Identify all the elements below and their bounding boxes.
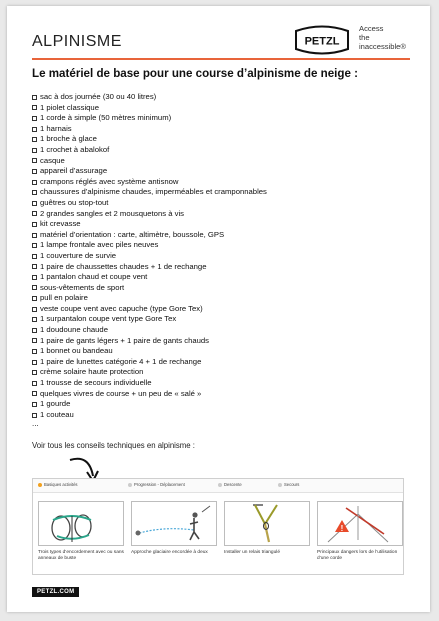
preview-tab-bar [33, 479, 403, 493]
checklist-item [32, 357, 267, 368]
checklist-item-label: kit crevasse [40, 219, 81, 229]
checkbox[interactable] [32, 413, 37, 418]
checklist-item-label: matériel d’orientation : carte, altimètre, boussole, GPS [40, 229, 225, 239]
checklist-item [32, 283, 267, 294]
checklist-item-label: 1 couteau [40, 409, 74, 419]
checklist-item [32, 198, 267, 209]
card-caption: Principaux dangers lors de l’utilisation d’une corde [317, 550, 398, 561]
tagline-line-1: Access [359, 24, 384, 33]
rope-danger-illustration [317, 501, 403, 546]
checklist-item-label: pull en polaire [40, 293, 88, 303]
tab-dot-icon [38, 483, 42, 487]
checklist-item-label: 1 broche à glace [40, 134, 97, 144]
card-caption: Approche glaciaire encordée à deux [131, 550, 208, 555]
checklist-item [32, 367, 267, 378]
checklist-item-label: 1 bonnet ou bandeau [40, 346, 113, 356]
checklist-item-label: 1 trousse de secours individuelle [40, 378, 152, 388]
checkbox[interactable] [32, 275, 37, 280]
petzl-logo[interactable] [294, 25, 350, 55]
card-encordement[interactable] [38, 501, 124, 562]
checkbox[interactable] [32, 211, 37, 216]
checkbox[interactable] [32, 148, 37, 153]
tab-basiques[interactable]: Basiques activités [38, 482, 78, 487]
checkbox[interactable] [32, 158, 37, 163]
checklist-item [32, 156, 267, 167]
glacier-rope-illustration [131, 501, 217, 546]
checklist-item [32, 124, 267, 135]
checklist-item [32, 209, 267, 220]
checkbox[interactable] [32, 402, 37, 407]
checklist-item [32, 378, 267, 389]
checklist-item [32, 134, 267, 145]
checklist-item [32, 219, 267, 230]
tagline-line-3: inaccessible® [359, 42, 406, 51]
checklist-item [32, 314, 267, 325]
checklist-item-label: appareil d’assurage [40, 166, 108, 176]
checkbox[interactable] [32, 137, 37, 142]
checklist-item-label: 1 couverture de survie [40, 250, 117, 260]
checkbox[interactable] [32, 233, 37, 238]
checkbox[interactable] [32, 127, 37, 132]
checkbox[interactable] [32, 169, 37, 174]
checklist-item [32, 187, 267, 198]
checklist-item [32, 293, 267, 304]
checkbox[interactable] [32, 328, 37, 333]
checkbox[interactable] [32, 243, 37, 248]
section-title: ALPINISME [32, 33, 122, 50]
checklist-item-label: 1 piolet classique [40, 102, 99, 112]
checkbox[interactable] [32, 222, 37, 227]
checklist-item [32, 240, 267, 251]
document-page [7, 6, 430, 612]
card-relais[interactable] [224, 501, 310, 556]
checkbox[interactable] [32, 180, 37, 185]
checkbox[interactable] [32, 296, 37, 301]
tab-dot-icon [218, 483, 222, 487]
checklist-item-label: crampons réglés avec système antisnow [40, 176, 179, 186]
checklist-item [32, 346, 267, 357]
logo-text: PETZL [304, 35, 340, 48]
page-title: Le matériel de base pour une course d’alpinisme de neige : [32, 67, 359, 80]
tagline-line-2: the [359, 33, 370, 42]
checkbox[interactable] [32, 349, 37, 354]
checklist-item-label: 1 crochet à abalokof [40, 144, 110, 154]
card-dangers-corde[interactable] [317, 501, 403, 562]
card-caption: Installer un relais triangulé [224, 550, 280, 555]
checklist-item-label: 1 lampe frontale avec piles neuves [40, 240, 159, 250]
checklist-item [32, 325, 267, 336]
equipment-checklist [32, 92, 267, 420]
checkbox[interactable] [32, 105, 37, 110]
checklist-item-label: 1 pantalon chaud et coupe vent [40, 272, 148, 282]
checklist-item [32, 103, 267, 114]
checkbox[interactable] [32, 264, 37, 269]
card-caption: Trois types d’encordement avec ou sans anneaux de buste [38, 550, 124, 561]
checklist-item-label: 1 doudoune chaude [40, 325, 108, 335]
checklist-item-label: 2 grandes sangles et 2 mousquetons à vis [40, 208, 185, 218]
checkbox[interactable] [32, 285, 37, 290]
checklist-item-label: casque [40, 155, 65, 165]
checklist-item [32, 389, 267, 400]
checklist-item [32, 336, 267, 347]
checkbox[interactable] [32, 370, 37, 375]
checkbox[interactable] [32, 254, 37, 259]
checklist-item [32, 251, 267, 262]
header-divider [32, 58, 410, 60]
checkbox[interactable] [32, 360, 37, 365]
card-approche-glaciaire[interactable] [131, 501, 217, 556]
harness-illustration [38, 501, 124, 546]
checklist-item [32, 230, 267, 241]
checklist-item [32, 272, 267, 283]
tab-dot-icon [128, 483, 132, 487]
checkbox[interactable] [32, 391, 37, 396]
checkbox[interactable] [32, 317, 37, 322]
list-ellipsis: ... [32, 419, 39, 428]
checklist-item-label: quelques vivres de course + un peu de « salé » [40, 388, 202, 398]
checklist-item-label: chaussures d’alpinisme chaudes, imperméables et cramponnables [40, 187, 267, 197]
checkbox[interactable] [32, 338, 37, 343]
checklist-item-label: 1 harnais [40, 123, 72, 133]
checkbox[interactable] [32, 116, 37, 121]
tagline [359, 24, 429, 51]
checklist-item-label: sous-vêtements de sport [40, 282, 125, 292]
checklist-item-label: 1 paire de lunettes catégorie 4 + 1 de rechange [40, 356, 202, 366]
checklist-item [32, 262, 267, 273]
checklist-item-label: 1 paire de chaussettes chaudes + 1 de rechange [40, 261, 207, 271]
checkbox[interactable] [32, 190, 37, 195]
checklist-item-label: guêtres ou stop-tout [40, 197, 109, 207]
tab-dot-icon [278, 483, 282, 487]
checklist-item-label: 1 corde à simple (50 mètres minimum) [40, 113, 172, 123]
checkbox[interactable] [32, 307, 37, 312]
tab-descente[interactable]: Descente [218, 482, 242, 487]
checklist-item-label: 1 surpantalon coupe vent type Gore Tex [40, 314, 177, 324]
checklist-item [32, 92, 267, 103]
checkbox[interactable] [32, 381, 37, 386]
checklist-item-label: crème solaire haute protection [40, 367, 144, 377]
checklist-item [32, 177, 267, 188]
checklist-item-label: sac à dos journée (30 ou 40 litres) [40, 92, 157, 101]
checklist-item [32, 410, 267, 421]
checklist-item [32, 145, 267, 156]
see-all-advice-link[interactable]: Voir tous les conseils techniques en alpinisme : [32, 441, 195, 450]
checkbox[interactable] [32, 201, 37, 206]
technical-advice-preview[interactable] [32, 478, 404, 575]
tab-secours[interactable]: Secours [278, 482, 299, 487]
petzl-website-link[interactable]: PETZL.COM [32, 587, 79, 597]
checklist-item-label: veste coupe vent avec capuche (type Gore Tex) [40, 303, 203, 313]
svg-text:!: ! [340, 524, 344, 533]
checklist-item [32, 399, 267, 410]
checkbox[interactable] [32, 95, 37, 100]
checklist-item [32, 304, 267, 315]
checklist-item-label: 1 paire de gants légers + 1 paire de gants chauds [40, 335, 210, 345]
tab-progression[interactable]: Progression - Déplacement [128, 482, 185, 487]
checklist-item [32, 166, 267, 177]
checklist-item-label: 1 gourde [40, 399, 71, 409]
anchor-illustration [224, 501, 310, 546]
checklist-item [32, 113, 267, 124]
